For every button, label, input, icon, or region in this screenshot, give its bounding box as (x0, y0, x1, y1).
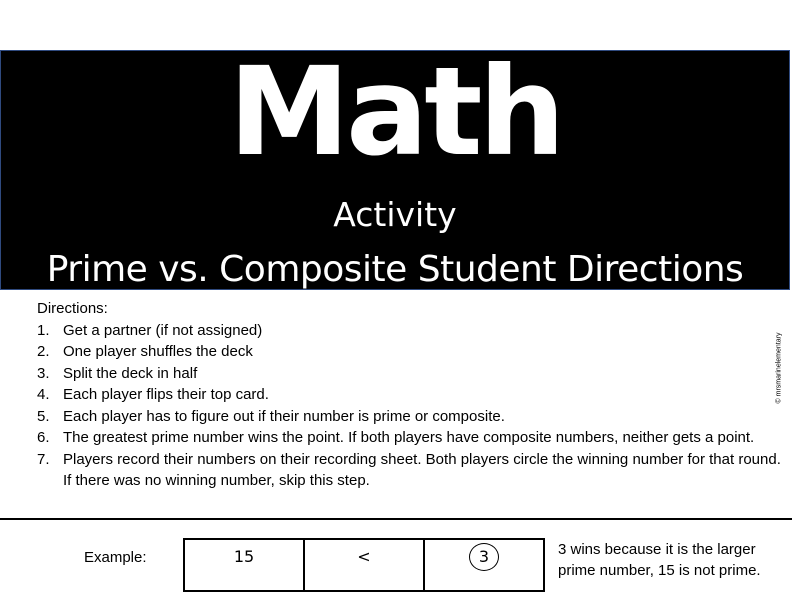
left-number: 15 (233, 547, 255, 566)
direction-step (37, 363, 782, 385)
step-number: 5. (37, 407, 50, 425)
example-cell-left (185, 540, 303, 590)
circled-winning-number: 3 (469, 543, 499, 571)
step-number: 4. (37, 386, 50, 403)
step-number: 7. (37, 450, 50, 468)
example-explanation: 3 wins because it is the larger prime number, 15 is not prime. (558, 541, 761, 579)
step-number: 2. (37, 343, 50, 360)
directions-list (37, 320, 782, 492)
step-text: Each player flips their top card. (63, 386, 269, 403)
step-text: Each player has to figure out if their number is prime or composite. (63, 407, 505, 425)
copyright-text: © mrsmarinelementary (775, 332, 783, 403)
direction-step (37, 427, 782, 449)
direction-step (37, 341, 782, 363)
directions-section (37, 298, 782, 492)
math-title: Math (228, 41, 562, 183)
direction-step (37, 406, 782, 428)
step-text: Get a partner (if not assigned) (63, 321, 263, 339)
title-banner (0, 41, 790, 290)
example-cell-comparison (303, 540, 423, 590)
step-text: Split the deck in half (63, 364, 198, 382)
example-table (183, 538, 545, 592)
step-text: One player shuffles the deck (63, 343, 253, 360)
activity-label: Activity (333, 195, 457, 234)
step-number: 1. (37, 321, 50, 339)
step-number: 6. (37, 429, 50, 446)
example-cell-right (423, 540, 543, 590)
comparison-symbol: < (357, 547, 371, 566)
direction-step (37, 384, 782, 406)
copyright-notice (772, 330, 786, 405)
step-number: 3. (37, 364, 50, 382)
direction-step (37, 449, 782, 492)
directions-heading: Directions: (37, 300, 108, 317)
step-text: The greatest prime number wins the point. If both players have composite numbers, neither gets a point. (63, 429, 755, 446)
step-text: Players record their numbers on their recording sheet. Both players circle the winning number for that round. If there was no winning number, skip this step. (63, 450, 781, 489)
section-divider (0, 518, 792, 520)
direction-step (37, 320, 782, 342)
page-subtitle: Prime vs. Composite Student Directions (46, 249, 744, 290)
example-label: Example: (84, 549, 147, 566)
